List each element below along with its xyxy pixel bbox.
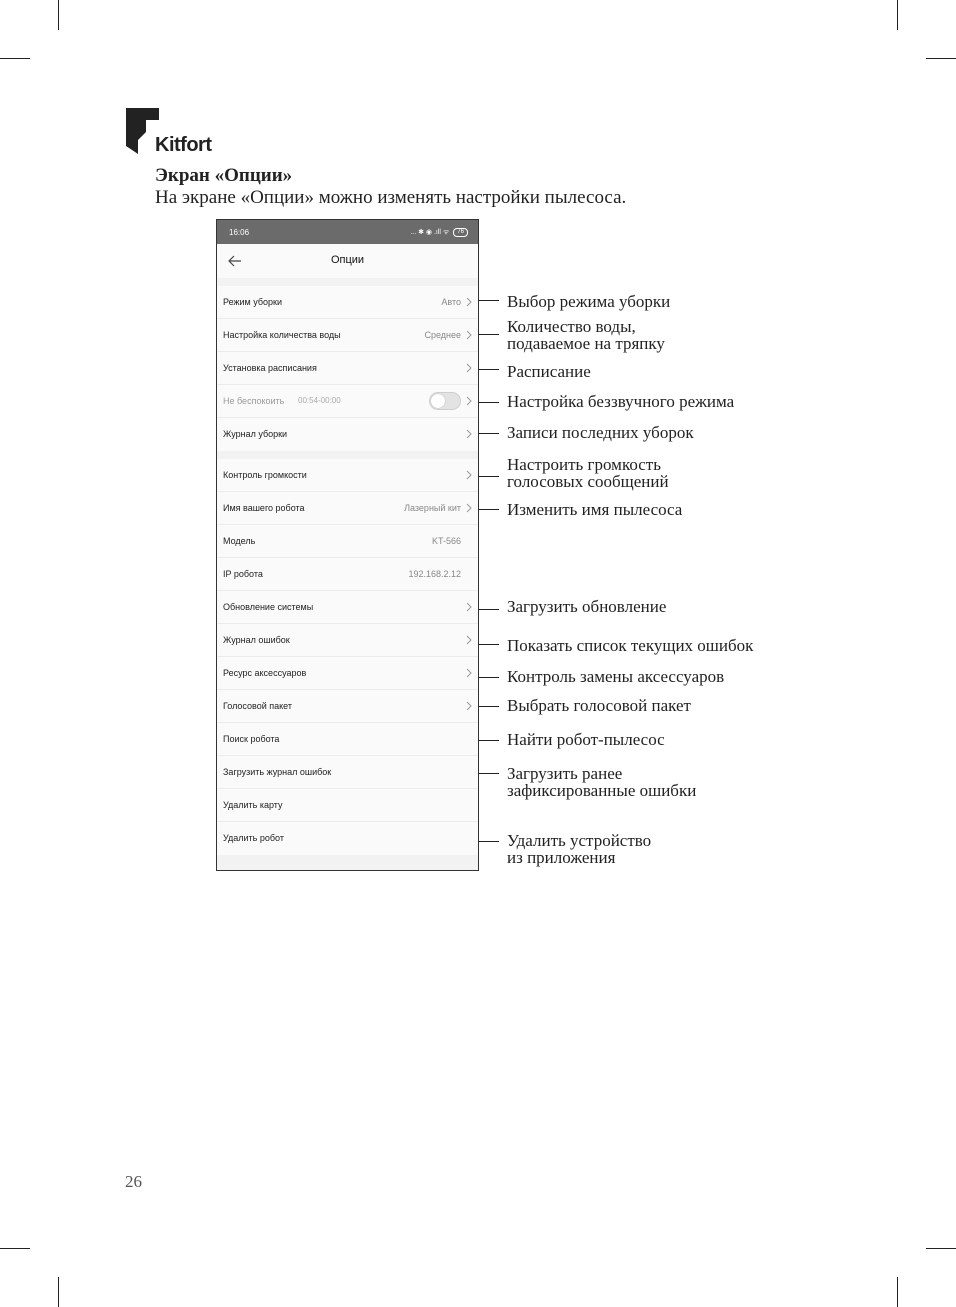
options-group bbox=[217, 286, 478, 451]
option-row[interactable] bbox=[217, 789, 478, 822]
screen-title: Опции bbox=[330, 254, 365, 266]
callout-leader-line bbox=[478, 644, 499, 645]
crop-mark bbox=[926, 58, 956, 59]
chevron-right-icon bbox=[466, 363, 472, 373]
option-label: Обновление системы bbox=[223, 602, 314, 612]
status-icons bbox=[410, 228, 468, 237]
option-label: Установка расписания bbox=[223, 363, 317, 373]
callout-leader-line bbox=[478, 476, 499, 477]
intro-text: На экране «Опции» можно изменять настройки пылесоса. bbox=[155, 187, 627, 208]
chevron-right-icon bbox=[466, 701, 472, 711]
crop-mark bbox=[926, 1248, 956, 1249]
option-row[interactable] bbox=[217, 418, 478, 451]
brand-name: Kitfort bbox=[155, 134, 212, 156]
crop-mark bbox=[58, 1277, 59, 1307]
option-row[interactable] bbox=[217, 525, 478, 558]
option-label: Голосовой пакет bbox=[223, 701, 293, 711]
chevron-right-icon bbox=[466, 297, 472, 307]
crop-mark bbox=[897, 1277, 898, 1307]
crop-mark bbox=[0, 58, 30, 59]
callout-label: Записи последних уборок bbox=[507, 423, 694, 442]
option-value: Лазерный кит bbox=[404, 503, 461, 513]
callout-label: Настроить громкость голосовых сообщений bbox=[507, 455, 669, 491]
chevron-right-icon bbox=[466, 396, 472, 406]
option-value: Авто bbox=[441, 297, 461, 307]
option-label: Журнал ошибок bbox=[223, 635, 290, 645]
callout-label: Выбрать голосовой пакет bbox=[507, 696, 691, 715]
option-row[interactable] bbox=[217, 624, 478, 657]
callout-leader-line bbox=[478, 433, 499, 434]
chevron-right-icon bbox=[466, 470, 472, 480]
option-label: Настройка количества воды bbox=[223, 330, 341, 340]
status-time: 16:06 bbox=[229, 227, 250, 237]
option-row[interactable] bbox=[217, 319, 478, 352]
chevron-right-icon bbox=[466, 503, 472, 513]
callout-label: Загрузить обновление bbox=[507, 597, 667, 616]
option-row[interactable] bbox=[217, 822, 478, 855]
app-bar bbox=[217, 244, 478, 278]
chevron-right-icon bbox=[466, 330, 472, 340]
option-label: Контроль громкости bbox=[223, 470, 307, 480]
options-group bbox=[217, 459, 478, 855]
option-value: 192.168.2.12 bbox=[408, 569, 461, 579]
callout-leader-line bbox=[478, 841, 499, 842]
crop-mark bbox=[58, 0, 59, 30]
kitfort-logo bbox=[126, 108, 222, 160]
callout-leader-line bbox=[478, 773, 499, 774]
status-bar bbox=[217, 220, 478, 244]
chevron-right-icon bbox=[466, 668, 472, 678]
callout-leader-line bbox=[478, 509, 499, 510]
page-heading: Экран «Опции» bbox=[155, 165, 293, 186]
callout-label: Контроль замены аксессуаров bbox=[507, 667, 725, 686]
option-row[interactable] bbox=[217, 286, 478, 319]
option-row[interactable] bbox=[217, 657, 478, 690]
callout-leader-line bbox=[478, 334, 499, 335]
phone-screenshot bbox=[216, 219, 479, 871]
option-row[interactable] bbox=[217, 690, 478, 723]
callout-label: Изменить имя пылесоса bbox=[507, 500, 683, 519]
callout-leader-line bbox=[478, 402, 499, 403]
chevron-right-icon bbox=[466, 429, 472, 439]
option-label: Удалить карту bbox=[223, 800, 283, 810]
option-value: KT-566 bbox=[431, 536, 461, 546]
callout-leader-line bbox=[478, 300, 499, 301]
crop-mark bbox=[0, 1248, 30, 1249]
battery-icon: 76 bbox=[453, 228, 468, 237]
option-label: IP робота bbox=[223, 569, 263, 579]
callout-leader-line bbox=[478, 706, 499, 707]
option-label: Имя вашего робота bbox=[223, 503, 305, 513]
page-number: 26 bbox=[125, 1172, 142, 1191]
option-value: Среднее bbox=[424, 330, 461, 340]
toggle-knob bbox=[431, 394, 445, 408]
signal-icons: ... ✱ ◉ .ıll ᯤ bbox=[410, 228, 450, 236]
option-row[interactable] bbox=[217, 756, 478, 789]
callout-label: Количество воды, подаваемое на тряпку bbox=[507, 317, 665, 353]
option-label: Модель bbox=[223, 536, 256, 546]
option-row[interactable] bbox=[217, 352, 478, 385]
callout-label: Показать список текущих ошибок bbox=[507, 636, 754, 655]
option-row[interactable] bbox=[217, 385, 478, 418]
callout-label: Расписание bbox=[507, 362, 591, 381]
option-row[interactable] bbox=[217, 723, 478, 756]
callout-label: Удалить устройство из приложения bbox=[507, 831, 652, 867]
option-label: Удалить робот bbox=[223, 833, 284, 843]
option-label: Не беспокоить bbox=[223, 396, 285, 406]
callout-label: Выбор режима уборки bbox=[507, 292, 671, 311]
chevron-right-icon bbox=[466, 602, 472, 612]
option-label: Режим уборки bbox=[223, 297, 282, 307]
option-label: Поиск робота bbox=[223, 734, 280, 744]
option-row[interactable] bbox=[217, 591, 478, 624]
callout-leader-line bbox=[478, 677, 499, 678]
options-list bbox=[217, 286, 478, 855]
option-label: Ресурс аксессуаров bbox=[223, 668, 307, 678]
crop-mark bbox=[897, 0, 898, 30]
callout-leader-line bbox=[478, 609, 499, 610]
callout-leader-line bbox=[478, 740, 499, 741]
option-label: Журнал уборки bbox=[223, 429, 288, 439]
option-row[interactable] bbox=[217, 459, 478, 492]
option-label: Загрузить журнал ошибок bbox=[223, 767, 332, 777]
callout-leader-line bbox=[478, 369, 499, 370]
option-row[interactable] bbox=[217, 558, 478, 591]
do-not-disturb-toggle[interactable] bbox=[429, 392, 461, 410]
chevron-right-icon bbox=[466, 635, 472, 645]
option-time: 00:54-00:00 bbox=[298, 396, 341, 405]
callout-label: Найти робот-пылесос bbox=[507, 730, 665, 749]
callout-label: Настройка беззвучного режима bbox=[507, 392, 735, 411]
option-row[interactable] bbox=[217, 492, 478, 525]
callout-label: Загрузить ранее зафиксированные ошибки bbox=[507, 764, 697, 800]
